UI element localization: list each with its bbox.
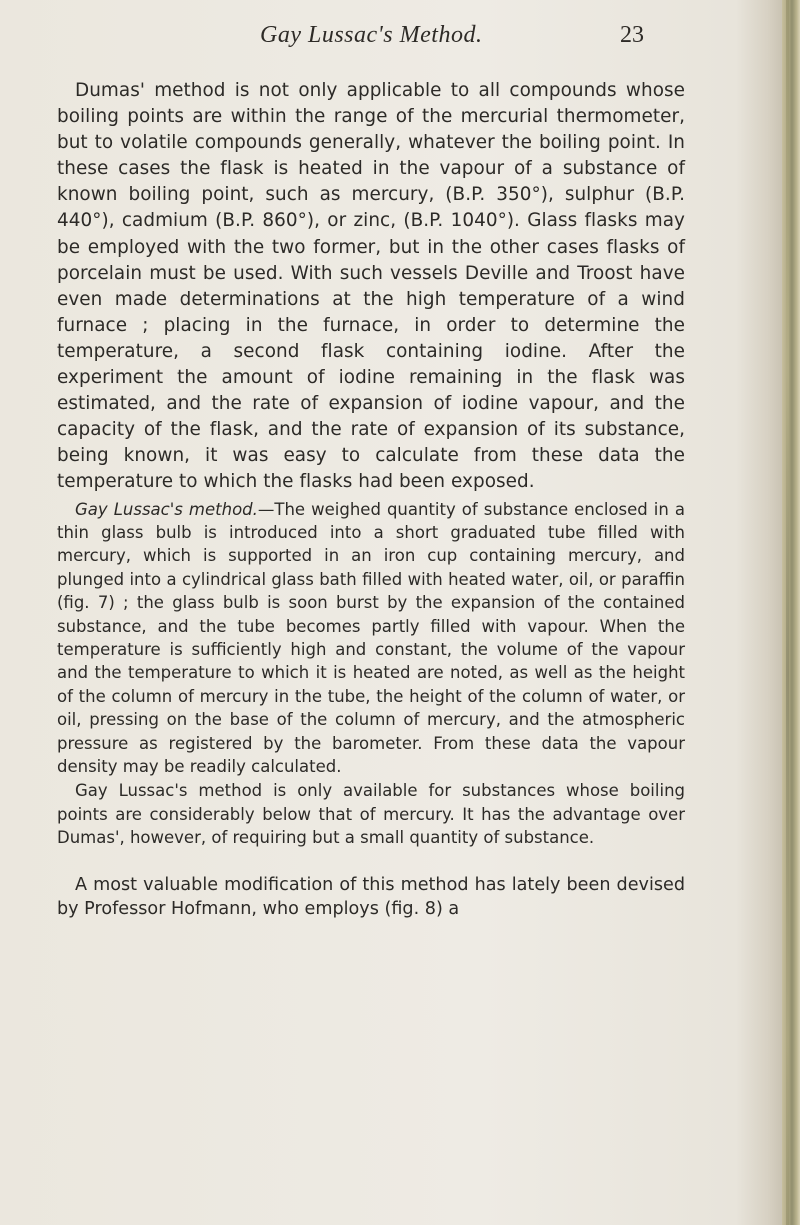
paragraph-2 [57,498,685,779]
page-number: 23 [620,22,644,48]
paragraph-4: A most valuable modification of this method has lately been devised by Professor Hofmann, who employs (fig. 8) a [57,874,685,919]
running-head: Gay Lussac's Method. [260,22,483,48]
paragraph-2-body: —The weighed quantity of substance enclosed in a thin glass bulb is introduced into a short graduated tube filled with mercury, which is supported in an iron cup containing mercury, and plunged into a cylindrical glass bath filled with heated water, oil, or paraffin (fig. 7) ; the glass bulb is soon burst by the expansion of the contained substance, and the tube becomes partly filled with vapour. When the temperature is sufficiently high and constant, the volume of the vapour and the temperature to which it is heated are noted, as well as the height of the column of mercury in the tube, the height of the column of water, or oil, pressing on the base of the column of mercury, and the atmospheric pressure as registered by the barometer. From these data the vapour density may be readily calculated. [57,499,686,776]
page-edge [782,0,800,1225]
paragraph-1: Dumas' method is not only applicable to all compounds whose boiling points are within the range of the mercurial thermometer, but to volatile compounds generally, whatever the boiling point. In these cases the flask is heated in the vapour of a substance of known boiling point, such as mercury, (B.P. 350°), sulphur (B.P. 440°), cadmium (B.P. 860°), or zinc, (B.P. 1040°). Glass flasks may be employed with the two former, but in the other cases flasks of porcelain must be used. With such vessels Deville and Troost have even made determinations at the high temperature of a wind furnace ; placing in the furnace, in order to determine the temperature, a second flask containing iodine. After the experiment the amount of iodine remaining in the flask was estimated, and the rate of expansion of iodine vapour, and the capacity of the flask, and the rate of expansion of its substance, being known, it was easy to calculate from these data the temperature to which the flasks had been exposed. [57,80,685,493]
section-heading: Gay Lussac's method. [75,499,258,519]
page-header [0,22,800,58]
paragraph-3: Gay Lussac's method is only available for substances whose boiling points are considerably below that of mercury. It has the advantage over Dumas', however, of requiring but a small quantity of substance. [57,781,685,848]
body-text [57,78,685,921]
